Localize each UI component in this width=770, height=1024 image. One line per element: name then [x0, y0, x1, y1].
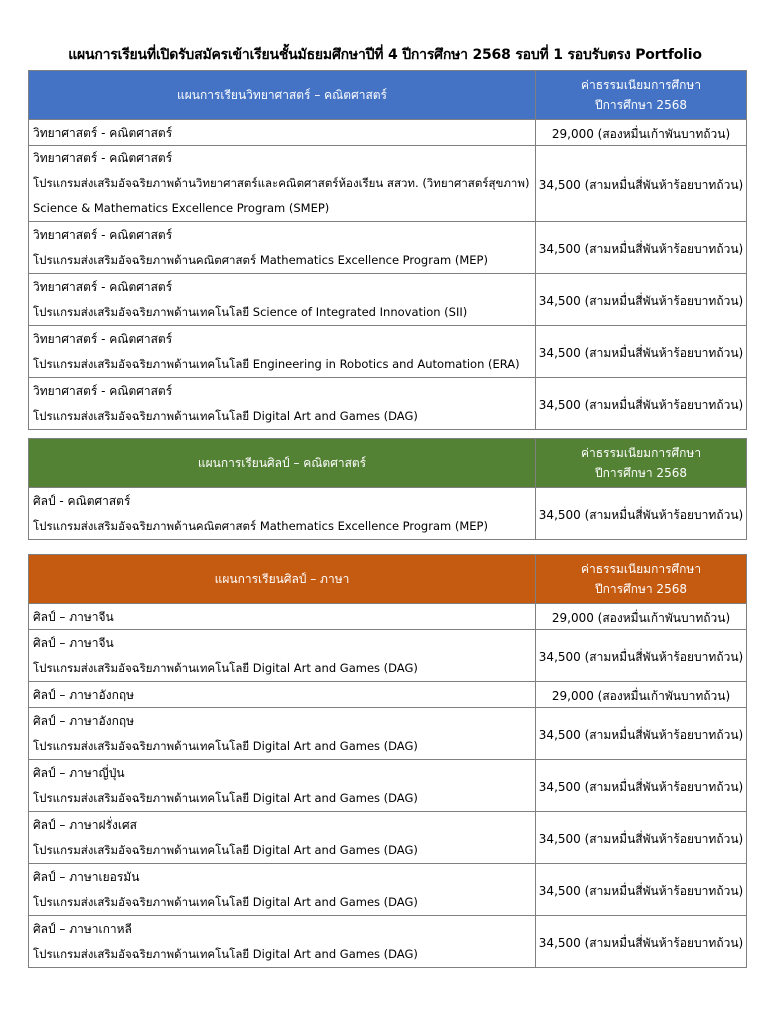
plan-name-cell — [29, 604, 536, 630]
table-row — [29, 222, 747, 274]
fee-cell: 34,500 (สามหมื่นสี่พันห้าร้อยบาทถ้วน) — [536, 488, 747, 540]
plan-track: ศิลป์ – ภาษาจีน — [33, 635, 114, 650]
plan-program: โปรแกรมส่งเสริมอัจฉริยภาพด้านเทคโนโลยี Digital Art and Games (DAG) — [33, 894, 418, 909]
plan-name-cell — [29, 864, 536, 916]
plan-name-cell — [29, 488, 536, 540]
table-row — [29, 682, 747, 708]
plan-track: วิทยาศาสตร์ - คณิตศาสตร์ — [33, 331, 173, 346]
table-row — [29, 760, 747, 812]
plan-name-cell — [29, 222, 536, 274]
plan-track: ศิลป์ – ภาษาจีน — [33, 609, 114, 624]
fee-header-line2: ปีการศึกษา 2568 — [595, 582, 687, 596]
plan-program: โปรแกรมส่งเสริมอัจฉริยภาพด้านคณิตศาสตร์ Mathematics Excellence Program (MEP) — [33, 252, 488, 267]
table-row — [29, 864, 747, 916]
document-title: แผนการเรียนที่เปิดรับสมัครเข้าเรียนชั้นมัธยมศึกษาปีที่ 4 ปีการศึกษา 2568 รอบที่ 1 รอบรับตรง Portfolio — [68, 47, 702, 63]
fee-cell: 34,500 (สามหมื่นสี่พันห้าร้อยบาทถ้วน) — [536, 760, 747, 812]
arts-math-plan-table — [28, 438, 747, 540]
table-row — [29, 120, 747, 146]
table-row — [29, 916, 747, 968]
plan-name-cell — [29, 708, 536, 760]
plan-name-cell — [29, 326, 536, 378]
plan-name-cell — [29, 120, 536, 146]
plan-name-cell — [29, 812, 536, 864]
plan-program: โปรแกรมส่งเสริมอัจฉริยภาพด้านเทคโนโลยี Engineering in Robotics and Automation (ERA) — [33, 356, 520, 371]
plan-name-cell — [29, 916, 536, 968]
plan-program: โปรแกรมส่งเสริมอัจฉริยภาพด้านเทคโนโลยี Science of Integrated Innovation (SII) — [33, 304, 468, 319]
table-row — [29, 146, 747, 222]
fee-cell: 34,500 (สามหมื่นสี่พันห้าร้อยบาทถ้วน) — [536, 864, 747, 916]
plan-track: ศิลป์ – ภาษาเกาหลี — [33, 921, 132, 936]
plan-track: ศิลป์ – ภาษาอังกฤษ — [33, 687, 135, 702]
fee-cell: 34,500 (สามหมื่นสี่พันห้าร้อยบาทถ้วน) — [536, 326, 747, 378]
plan-program: โปรแกรมส่งเสริมอัจฉริยภาพด้านเทคโนโลยี Digital Art and Games (DAG) — [33, 842, 418, 857]
fee-cell: 29,000 (สองหมื่นเก้าพันบาทถ้วน) — [536, 682, 747, 708]
plan-program: โปรแกรมส่งเสริมอัจฉริยภาพด้านเทคโนโลยี Digital Art and Games (DAG) — [33, 790, 418, 805]
fee-cell: 34,500 (สามหมื่นสี่พันห้าร้อยบาทถ้วน) — [536, 222, 747, 274]
fee-cell: 34,500 (สามหมื่นสี่พันห้าร้อยบาทถ้วน) — [536, 812, 747, 864]
plan-header: แผนการเรียนวิทยาศาสตร์ – คณิตศาสตร์ — [29, 71, 536, 120]
table-row — [29, 326, 747, 378]
fee-cell: 34,500 (สามหมื่นสี่พันห้าร้อยบาทถ้วน) — [536, 708, 747, 760]
plan-header: แผนการเรียนศิลป์ – คณิตศาสตร์ — [29, 439, 536, 488]
table-row — [29, 812, 747, 864]
fee-cell: 34,500 (สามหมื่นสี่พันห้าร้อยบาทถ้วน) — [536, 274, 747, 326]
plan-track: วิทยาศาสตร์ - คณิตศาสตร์ — [33, 151, 173, 165]
plan-program: โปรแกรมส่งเสริมอัจฉริยภาพด้านวิทยาศาสตร์และคณิตศาสตร์ห้องเรียน สสวท. (วิทยาศาสตร์สุขภาพ) Science & Mathematics Excellence Program (SMEP) — [33, 176, 530, 215]
plan-header: แผนการเรียนศิลป์ – ภาษา — [29, 555, 536, 604]
fee-header-line2: ปีการศึกษา 2568 — [595, 98, 687, 112]
plan-track: ศิลป์ – ภาษาญี่ปุ่น — [33, 765, 125, 780]
table-header-row — [29, 71, 747, 120]
fee-header — [536, 555, 747, 604]
fee-header — [536, 439, 747, 488]
fee-header-line1: ค่าธรรมเนียมการศึกษา — [580, 562, 702, 576]
plan-track: ศิลป์ – ภาษาเยอรมัน — [33, 869, 140, 884]
science-math-plan-table — [28, 70, 747, 430]
plan-track: วิทยาศาสตร์ - คณิตศาสตร์ — [33, 125, 173, 140]
plan-track: ศิลป์ – ภาษาฝรั่งเศส — [33, 817, 137, 832]
plan-track: ศิลป์ – ภาษาอังกฤษ — [33, 713, 135, 728]
fee-cell: 29,000 (สองหมื่นเก้าพันบาทถ้วน) — [536, 604, 747, 630]
table-row — [29, 488, 747, 540]
plan-program: โปรแกรมส่งเสริมอัจฉริยภาพด้านคณิตศาสตร์ Mathematics Excellence Program (MEP) — [33, 518, 488, 533]
fee-cell: 34,500 (สามหมื่นสี่พันห้าร้อยบาทถ้วน) — [536, 916, 747, 968]
fee-cell: 34,500 (สามหมื่นสี่พันห้าร้อยบาทถ้วน) — [536, 630, 747, 682]
arts-language-plan-table — [28, 554, 747, 968]
fee-cell: 34,500 (สามหมื่นสี่พันห้าร้อยบาทถ้วน) — [536, 146, 747, 222]
table-row — [29, 378, 747, 430]
plan-track: วิทยาศาสตร์ - คณิตศาสตร์ — [33, 383, 173, 398]
plan-name-cell — [29, 630, 536, 682]
plan-track: วิทยาศาสตร์ - คณิตศาสตร์ — [33, 279, 173, 294]
plan-track: วิทยาศาสตร์ - คณิตศาสตร์ — [33, 227, 173, 242]
table-header-row — [29, 439, 747, 488]
plan-name-cell — [29, 146, 536, 222]
plan-name-cell — [29, 682, 536, 708]
fee-cell: 34,500 (สามหมื่นสี่พันห้าร้อยบาทถ้วน) — [536, 378, 747, 430]
plan-program: โปรแกรมส่งเสริมอัจฉริยภาพด้านเทคโนโลยี Digital Art and Games (DAG) — [33, 946, 418, 961]
plan-program: โปรแกรมส่งเสริมอัจฉริยภาพด้านเทคโนโลยี Digital Art and Games (DAG) — [33, 660, 418, 675]
plan-name-cell — [29, 274, 536, 326]
table-row — [29, 708, 747, 760]
fee-header-line2: ปีการศึกษา 2568 — [595, 466, 687, 480]
plan-name-cell — [29, 760, 536, 812]
fee-header-line1: ค่าธรรมเนียมการศึกษา — [580, 446, 702, 460]
table-row — [29, 604, 747, 630]
plan-track: ศิลป์ - คณิตศาสตร์ — [33, 493, 131, 508]
plan-name-cell — [29, 378, 536, 430]
fee-cell: 29,000 (สองหมื่นเก้าพันบาทถ้วน) — [536, 120, 747, 146]
fee-header-line1: ค่าธรรมเนียมการศึกษา — [580, 78, 702, 92]
table-row — [29, 274, 747, 326]
table-header-row — [29, 555, 747, 604]
plan-program: โปรแกรมส่งเสริมอัจฉริยภาพด้านเทคโนโลยี Digital Art and Games (DAG) — [33, 408, 418, 423]
table-row — [29, 630, 747, 682]
fee-header — [536, 71, 747, 120]
plan-program: โปรแกรมส่งเสริมอัจฉริยภาพด้านเทคโนโลยี Digital Art and Games (DAG) — [33, 738, 418, 753]
